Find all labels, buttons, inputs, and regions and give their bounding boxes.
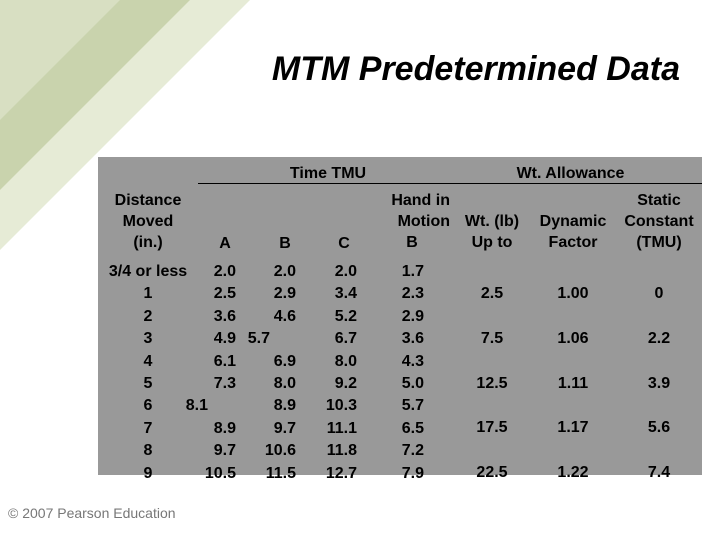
row-5-c-cell: 8.0 bbox=[334, 352, 357, 370]
row-3-b-cell: 4.6 bbox=[273, 307, 296, 325]
row-2-distance-cell: 1 bbox=[143, 285, 153, 303]
row-10-a-cell: 10.5 bbox=[204, 464, 236, 482]
row-8-c-cell: 11.1 bbox=[326, 419, 357, 437]
weight-row-3-dynamic-cell: 1.11 bbox=[557, 374, 589, 392]
weight-row-2-dynamic-cell: 1.06 bbox=[557, 329, 589, 347]
row-10-distance-cell: 9 bbox=[143, 464, 153, 482]
row-5-distance-cell: 4 bbox=[143, 352, 153, 370]
row-7-distance-cell: 6 bbox=[143, 397, 153, 415]
row-1-distance-cell: 3/4 or less bbox=[108, 263, 188, 280]
row-9-c-cell: 11.8 bbox=[326, 442, 357, 460]
row-6-b-cell: 8.0 bbox=[273, 375, 296, 392]
weight-row-1-dynamic-cell: 1.00 bbox=[557, 285, 589, 302]
row-1-b-cell: 2.0 bbox=[273, 263, 296, 280]
time-header-rule bbox=[198, 183, 454, 184]
mtm-table bbox=[98, 157, 702, 482]
hand-header-line-3: B bbox=[406, 234, 418, 251]
row-7-hand-cell: 5.7 bbox=[401, 397, 424, 415]
dynamic-header-line-2: Factor bbox=[548, 234, 598, 251]
row-6-distance-cell: 5 bbox=[143, 375, 153, 392]
static-header-line-2: Constant bbox=[624, 213, 694, 230]
distance-header-line-1: Distance bbox=[114, 192, 182, 209]
weight-row-2-static-cell: 2.2 bbox=[647, 329, 671, 347]
row-8-hand-cell: 6.5 bbox=[401, 419, 424, 437]
row-10-b-cell: 11.5 bbox=[265, 464, 296, 482]
row-4-a-cell: 4.9 bbox=[213, 330, 236, 348]
distance-header-line-3: (in.) bbox=[133, 234, 163, 251]
row-4-c-cell: 6.7 bbox=[334, 330, 357, 348]
row-2-c-cell: 3.4 bbox=[334, 285, 357, 303]
weight-row-4-dynamic-cell: 1.17 bbox=[557, 419, 589, 437]
row-4-hand-cell: 3.6 bbox=[401, 330, 424, 348]
row-1-c-cell: 2.0 bbox=[334, 263, 357, 280]
row-8-b-cell: 9.7 bbox=[273, 419, 296, 437]
static-header-line-1: Static bbox=[637, 192, 681, 209]
row-10-c-cell: 12.7 bbox=[325, 464, 357, 482]
hand-header-line-1: Hand in bbox=[391, 192, 450, 209]
row-3-a-cell: 3.6 bbox=[213, 307, 236, 325]
row-2-hand-cell: 2.3 bbox=[401, 285, 424, 303]
column-a-header: A bbox=[219, 235, 231, 252]
row-3-c-cell: 5.2 bbox=[334, 307, 357, 325]
weight-row-3-wt-cell: 12.5 bbox=[476, 374, 508, 392]
distance-header-line-2: Moved bbox=[122, 213, 174, 230]
row-9-a-cell: 9.7 bbox=[213, 442, 236, 460]
row-6-hand-cell: 5.0 bbox=[401, 375, 424, 392]
row-5-hand-cell: 4.3 bbox=[401, 352, 424, 370]
row-10-hand-cell: 7.9 bbox=[401, 464, 424, 482]
column-b-header: B bbox=[279, 235, 291, 252]
row-2-a-cell: 2.5 bbox=[213, 285, 236, 303]
row-4-distance-cell: 3 bbox=[143, 330, 153, 348]
column-c-header: C bbox=[338, 235, 350, 252]
row-5-b-cell: 6.9 bbox=[273, 352, 296, 370]
weight-row-4-wt-cell: 17.5 bbox=[476, 419, 508, 437]
weight-row-2-wt-cell: 7.5 bbox=[480, 329, 504, 347]
weight-row-4-static-cell: 5.6 bbox=[647, 419, 671, 437]
row-1-a-cell: 2.0 bbox=[213, 263, 236, 280]
copyright-footer: © 2007 Pearson Education bbox=[8, 505, 176, 521]
row-6-c-cell: 9.2 bbox=[334, 375, 357, 392]
weight-group-header: Wt. Allowance bbox=[516, 165, 625, 182]
dynamic-header-line-1: Dynamic bbox=[539, 213, 607, 230]
weight-row-5-dynamic-cell: 1.22 bbox=[557, 464, 589, 482]
wt-header-line-2: Up to bbox=[471, 234, 513, 251]
hand-header-line-2: Motion bbox=[397, 213, 450, 230]
row-3-distance-cell: 2 bbox=[143, 307, 153, 325]
weight-header-rule bbox=[448, 183, 702, 184]
wt-header-line-1: Wt. (lb) bbox=[464, 213, 520, 230]
row-7-a-cell: 8.1 bbox=[185, 397, 208, 415]
weight-row-1-static-cell: 0 bbox=[654, 285, 664, 302]
weight-row-5-wt-cell: 22.5 bbox=[476, 464, 508, 482]
row-2-b-cell: 2.9 bbox=[273, 285, 296, 303]
row-5-a-cell: 6.1 bbox=[213, 352, 236, 370]
row-7-b-cell: 8.9 bbox=[273, 397, 296, 415]
row-7-c-cell: 10.3 bbox=[325, 397, 357, 415]
weight-row-1-wt-cell: 2.5 bbox=[480, 285, 504, 302]
row-9-hand-cell: 7.2 bbox=[401, 442, 424, 460]
row-3-hand-cell: 2.9 bbox=[401, 307, 424, 325]
row-9-distance-cell: 8 bbox=[143, 442, 153, 460]
row-9-b-cell: 10.6 bbox=[264, 442, 296, 460]
row-4-b-cell: 5.7 bbox=[247, 330, 270, 348]
weight-row-5-static-cell: 7.4 bbox=[647, 464, 671, 482]
static-header-line-3: (TMU) bbox=[636, 234, 682, 251]
row-6-a-cell: 7.3 bbox=[213, 375, 236, 392]
row-8-distance-cell: 7 bbox=[143, 419, 153, 437]
row-8-a-cell: 8.9 bbox=[213, 419, 236, 437]
slide-title: MTM Predetermined Data bbox=[271, 50, 680, 88]
row-1-hand-cell: 1.7 bbox=[401, 263, 424, 280]
weight-row-3-static-cell: 3.9 bbox=[647, 374, 671, 392]
time-group-header: Time TMU bbox=[289, 165, 367, 182]
